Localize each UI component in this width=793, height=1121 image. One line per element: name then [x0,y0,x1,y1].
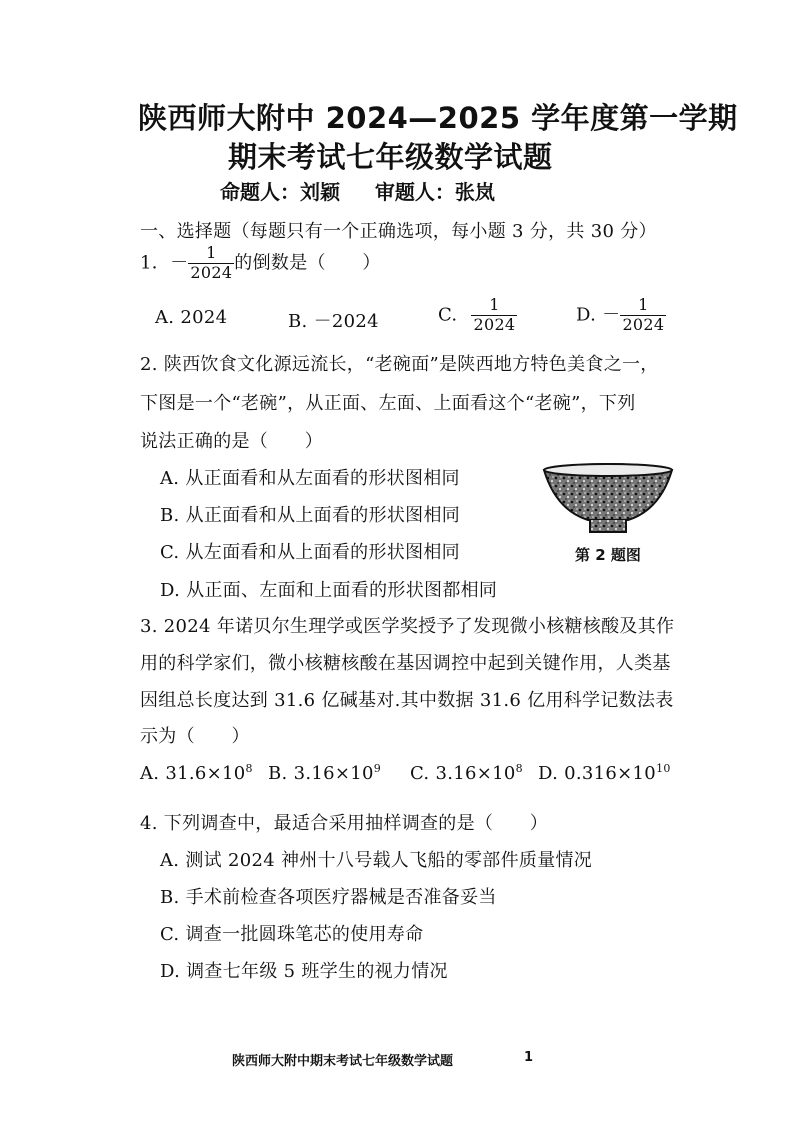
q3-option-a [140,762,253,784]
option-base: B. 3.16×10 [268,763,374,784]
q2-option-b: B. 从正面看和从上面看的形状图相同 [160,505,461,526]
q3-line1: 3. 2024 年诺贝尔生理学或医学奖授予了发现微小核糖核酸及其作 [140,616,675,637]
page-number: 1 [524,1050,534,1065]
fraction [188,245,234,282]
fraction-numerator: 1 [489,295,500,314]
q1-option-c [438,297,517,334]
option-exponent: 8 [515,762,523,775]
q3-line3: 因组总长度达到 31.6 亿碱基对.其中数据 31.6 亿用科学记数法表 [140,690,674,711]
q4-option-d: D. 调查七年级 5 班学生的视力情况 [160,961,448,982]
option-exponent: 9 [373,762,382,775]
question-1-stem [140,245,381,282]
q3-option-b [268,762,381,784]
page-footer: 陕西师大附中期末考试七年级数学试题 [232,1054,454,1069]
q3-option-c [410,762,523,784]
exam-title-line1: 陕西师大附中 2024—2025 学年度第一学期 [138,101,738,135]
q3-line2: 用的科学家们，微小核糖核酸在基因调控中起到关键作用，人类基 [140,653,671,674]
q1-option-b: B. －2024 [288,311,379,332]
q2-option-a: A. 从正面看和从左面看的形状图相同 [160,468,460,489]
q2-option-d: D. 从正面、左面和上面看的形状图都相同 [160,580,498,601]
fraction-denominator: 2024 [190,262,233,282]
option-base: A. 31.6×10 [140,763,246,784]
fraction [471,297,517,334]
fraction-denominator: 2024 [622,314,665,334]
option-label: D. － [576,304,621,326]
question-1-text: 的倒数是（ ） [234,252,381,274]
q4-stem: 4. 下列调查中，最适合采用抽样调查的是（ ） [140,813,549,834]
exam-title-line2: 期末考试七年级数学试题 [228,140,553,174]
q1-option-d [576,297,666,334]
bowl-figure [538,460,678,540]
fraction-denominator: 2024 [473,314,516,334]
fraction-numerator: 1 [638,295,649,314]
exam-authors: 命题人：刘颖 审题人：张岚 [220,180,495,204]
option-label: C. [438,304,458,326]
fraction-numerator: 1 [206,243,217,262]
q2-line3: 说法正确的是（ ） [140,431,323,452]
negative-sign: － [170,252,189,274]
figure-caption: 第 2 题图 [575,546,641,564]
option-base: C. 3.16×10 [410,763,516,784]
q2-option-c: C. 从左面看和从上面看的形状图相同 [160,542,460,563]
q3-line4: 示为（ ） [140,726,250,747]
q3-option-d [538,762,671,784]
q4-option-a: A. 测试 2024 神州十八号载人飞船的零部件质量情况 [160,850,593,871]
fraction [620,297,666,334]
q2-line2: 下图是一个“老碗”，从正面、左面、上面看这个“老碗”，下列 [140,393,636,414]
option-exponent: 8 [245,762,253,775]
option-exponent: 10 [656,762,671,775]
option-base: D. 0.316×10 [538,763,657,784]
section-heading: 一、选择题（每题只有一个正确选项，每小题 3 分，共 30 分） [140,221,657,242]
q1-option-a: A. 2024 [155,307,228,328]
q4-option-c: C. 调查一批圆珠笔芯的使用寿命 [160,924,424,945]
q2-line1: 2. 陕西饮食文化源远流长，“老碗面”是陕西地方特色美食之一， [140,354,659,375]
q4-option-b: B. 手术前检查各项医疗器械是否准备妥当 [160,887,497,908]
question-number: 1． [140,252,171,274]
